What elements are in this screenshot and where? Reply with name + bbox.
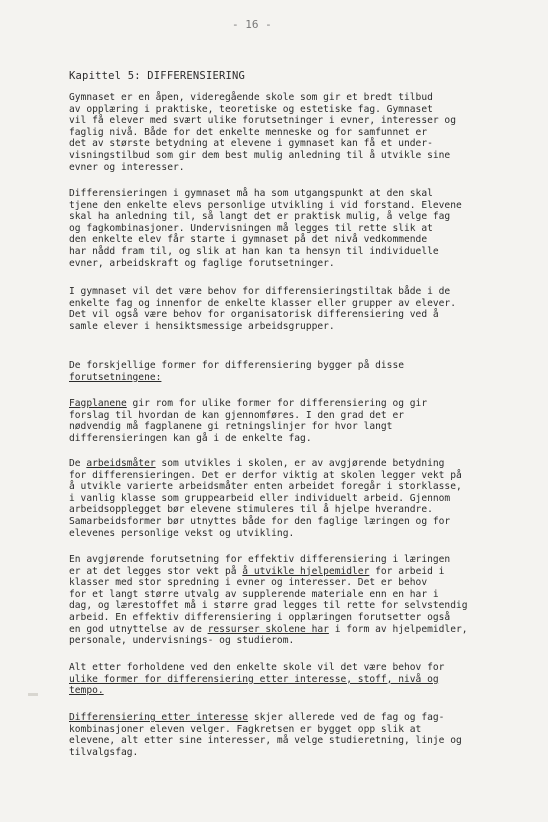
text-line: evner, arbeidskraft og faglige forutsetninger.	[69, 257, 335, 269]
text-line: å utvikle varierte arbeidsmåter enten arbeidet foregår i storklasse,	[69, 481, 462, 493]
text-line: av opplæring i praktiske, teoretiske og estetiske fag. Gymnaset	[69, 103, 433, 115]
text-line: har nådd fram til, og slik at han kan ta hensyn til individuelle	[69, 245, 439, 257]
text-line: nødvendig må fagplanene gi retningslinjer for hvor langt	[69, 421, 393, 433]
text-line: evner og interesser.	[69, 161, 185, 173]
text-line-underlined: ulike former for differensiering etter interesse, stoff, nivå og	[69, 673, 439, 685]
paragraph-needs	[69, 286, 469, 332]
text-span: skjer allerede ved de fag og fag-	[248, 712, 445, 723]
text-line: Alt etter forholdene ved den enkelte skole vil det være behov for	[69, 662, 445, 673]
text-line: skal ha anledning til, så langt det er praktisk mulig, å velge fag	[69, 211, 451, 223]
text-span: gir rom for ulike former for differensiering og gir	[126, 398, 428, 409]
text-line: arbeidsopplegget bør elevene stimuleres til å hjelpe hverandre.	[69, 504, 433, 516]
paragraph-forhold	[69, 662, 469, 697]
text-line: og fagkombinasjoner. Undervisningen må legges til rette slik at	[69, 222, 433, 234]
text-line: forslag til hvordan de kan gjennomføres. I den grad det er	[69, 409, 405, 421]
text-line: Gymnaset er en åpen, videregående skole som gir et bredt tilbud	[69, 92, 433, 103]
text-line: den enkelte elev får starte i gymnaset på det nivå vedkommende	[69, 234, 428, 246]
text-span: er at det legges stor vekt på	[69, 565, 243, 577]
text-line: vil få elever med svært ulike forutsetninger i evner, interesser og	[69, 115, 456, 127]
paragraph-differentiation	[69, 188, 469, 269]
paragraph-arbeidsmater	[69, 458, 469, 539]
text-span: en god utnyttelse av de	[69, 623, 208, 635]
text-line: for et langt større utvalg av supplerende materiale enn en har i	[69, 588, 439, 600]
underlined-term: arbeidsmåter	[86, 458, 156, 469]
text-line: enkelte fag og innenfor de enkelte klasser eller grupper av elever.	[69, 297, 456, 309]
text-line: elevene, alt etter sine interesser, må velge studieretning, linje og	[69, 735, 462, 747]
text-line: for differensieringen. Det er derfor viktig at skolen legger vekt på	[69, 469, 462, 481]
underlined-term: Fagplanene	[69, 398, 127, 409]
text-line: visningstilbud som gir dem best mulig anledning til å utvikle sine	[69, 149, 451, 161]
text-line: tilvalgsfag.	[69, 746, 139, 758]
text-span: De	[69, 458, 87, 469]
underlined-term: Differensiering etter interesse	[69, 712, 249, 723]
text-line: En avgjørende forutsetning for effektiv differensiering i læringen	[69, 554, 451, 565]
underlined-term: å utvikle hjelpemidler	[242, 565, 370, 577]
text-line	[69, 458, 469, 470]
text-line: dag, og lærestoffet må i større grad legges til rette for selvstendig	[69, 600, 468, 612]
underlined-term: ressurser skolene har	[207, 623, 329, 635]
text-line-underlined: forutsetningene:	[69, 371, 162, 383]
text-line: Samarbeidsformer bør utnyttes både for den faglige læringen og for	[69, 515, 451, 527]
text-span: som utvikles i skolen, er av avgjørende betydning	[155, 458, 445, 469]
text-line	[69, 566, 469, 578]
text-line: kombinasjoner eleven velger. Fagkretsen er bygget opp slik at	[69, 723, 422, 735]
text-line	[69, 712, 469, 724]
paragraph-interesse	[69, 712, 469, 758]
text-line: arbeid. En effektiv differensiering i opplæringen forutsetter også	[69, 611, 451, 623]
text-line	[69, 624, 469, 636]
text-line: i vanlig klasse som gruppearbeid eller individuelt arbeid. Gjennom	[69, 492, 451, 504]
text-line: Det vil også være behov for organisatorisk differensiering ved å	[69, 309, 439, 321]
text-span: for arbeid i	[369, 565, 445, 577]
page-number: - 16 -	[232, 18, 272, 31]
text-line: Differensieringen i gymnaset må ha som utgangspunkt at den skal	[69, 188, 433, 199]
text-line: faglig nivå. Både for det enkelte menneske og for samfunnet er	[69, 126, 428, 138]
text-line: klasser med stor spredning i evner og interesser. Det er behov	[69, 577, 428, 589]
text-line: differensieringen kan gå i de enkelte fag.	[69, 432, 312, 444]
paragraph-fagplanene	[69, 398, 469, 444]
text-line: De forskjellige former for differensiering bygger på disse	[69, 360, 405, 371]
text-line: tjene den enkelte elevs personlige utvikling i vid forstand. Elevene	[69, 199, 462, 211]
paragraph-intro	[69, 92, 469, 173]
text-line: I gymnaset vil det være behov for differensieringstiltak både i de	[69, 286, 451, 297]
scan-mark	[28, 693, 38, 696]
text-span: i form av hjelpemidler,	[328, 623, 468, 635]
paragraph-forms-intro	[69, 360, 469, 383]
text-line: samle elever i hensiktsmessige arbeidsgrupper.	[69, 320, 335, 332]
text-line	[69, 398, 469, 410]
text-line: personale, undervisnings- og studierom.	[69, 635, 295, 647]
text-line-underlined: tempo.	[69, 685, 104, 697]
text-line: elevenes personlige vekst og utvikling.	[69, 527, 295, 539]
paragraph-hjelpemidler	[69, 554, 469, 647]
chapter-heading: Kapittel 5: DIFFERENSIERING	[69, 70, 246, 82]
text-line: det av største betydning at elevene i gymnaset kan få et under-	[69, 138, 433, 150]
